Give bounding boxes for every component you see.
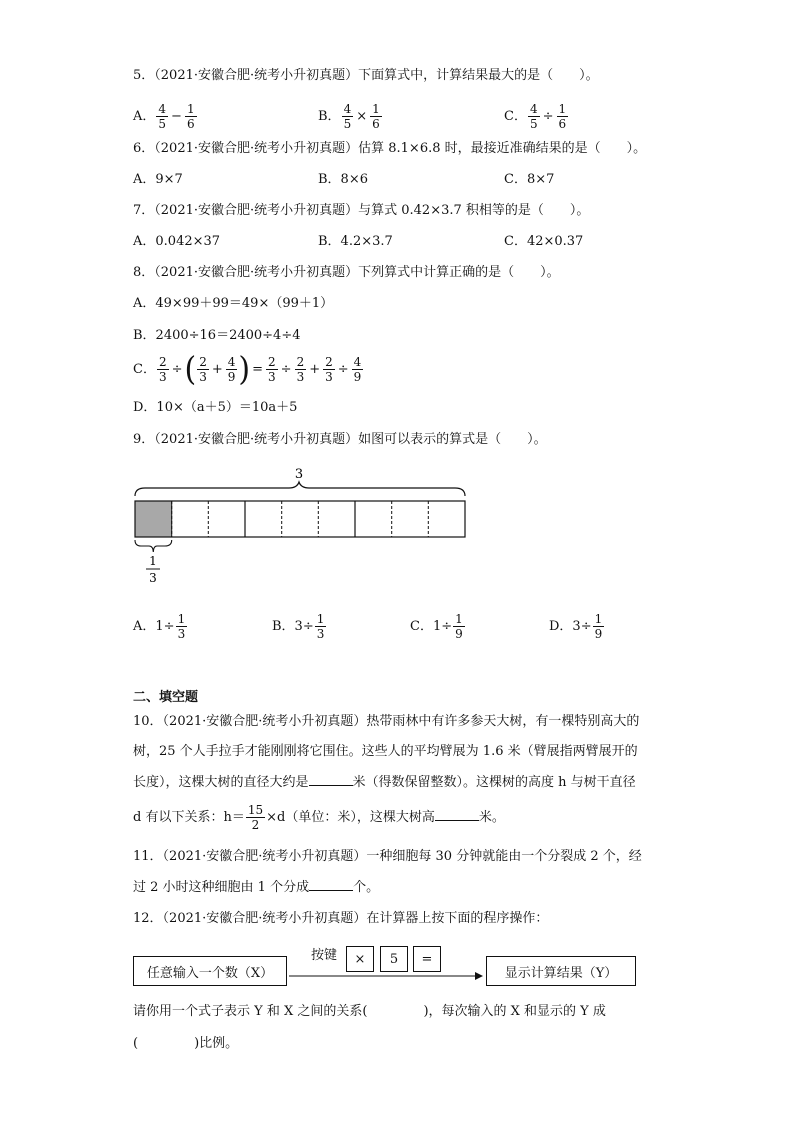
q12-key-five[interactable]: 5 — [380, 946, 408, 972]
q10-blank-height[interactable] — [435, 806, 479, 821]
q8-option-d[interactable]: D．10×（a＋5）＝10a＋5 — [133, 400, 298, 415]
q9-option-b[interactable]: B．3÷ $\frac{1}{3}$ — [272, 612, 325, 641]
q8-option-a[interactable]: A．49×99＋99＝49×（99＋1） — [133, 296, 334, 311]
q9-bottom-brace — [135, 540, 172, 552]
q6-stem: 6．（2021·安徽合肥·统考小升初真题）估算 8.1×6.8 时，最接近准确结果的是（ ）。 — [133, 141, 647, 156]
q12-stem: 12．（2021·安徽合肥·统考小升初真题）在计算器上按下面的程序操作： — [133, 911, 549, 926]
q12-output-box: 显示计算结果（Y） — [486, 956, 636, 986]
q12-key-multiply[interactable]: × — [346, 946, 374, 972]
q7-option-b[interactable]: B．4.2×3.7 — [318, 234, 393, 249]
q10-blank-diameter[interactable] — [309, 771, 353, 786]
q9-option-d[interactable]: D．3÷ $\frac{1}{9}$ — [549, 612, 603, 641]
q9-bar — [135, 501, 465, 537]
q8-option-b[interactable]: B．2400÷16＝2400÷4÷4 — [133, 328, 301, 343]
q9-figure-total-label: 3 — [294, 467, 304, 482]
q9-stem: 9．（2021·安徽合肥·统考小升初真题）如图可以表示的算式是（ ）。 — [133, 432, 547, 447]
q12-arrow — [289, 970, 485, 982]
q12-line-2: ( )比例。 — [133, 1036, 239, 1051]
q9-top-brace — [135, 482, 465, 496]
q5-option-a[interactable]: A． $\frac{4}{5}$ − $\frac{1}{6}$ — [133, 102, 195, 131]
q7-option-a[interactable]: A．0.042×37 — [133, 234, 221, 249]
q9-figure — [125, 462, 475, 590]
q5-stem: 5．（2021·安徽合肥·统考小升初真题）下面算式中，计算结果最大的是（ ）。 — [133, 68, 599, 83]
q10-line-4: d 有以下关系：h＝ $\frac{15}{2}$ ×d（单位：米），这棵大树高 米。 — [133, 803, 505, 832]
q9-option-a[interactable]: A．1÷ $\frac{1}{3}$ — [133, 612, 186, 641]
q5-option-c[interactable]: C． $\frac{4}{5}$ ÷ $\frac{1}{6}$ — [504, 102, 567, 131]
q8-stem: 8．（2021·安徽合肥·统考小升初真题）下列算式中计算正确的是（ ）。 — [133, 265, 560, 280]
q7-stem: 7．（2021·安徽合肥·统考小升初真题）与算式 0.42×3.7 积相等的是（ ）。 — [133, 203, 590, 218]
q10-line-3: 长度），这棵大树的直径大约是 米（得数保留整数）。这棵树的高度 h 与树干直径 — [133, 771, 636, 794]
q5-option-b[interactable]: B． $\frac{4}{5}$ × $\frac{1}{6}$ — [318, 102, 380, 131]
q8-option-c[interactable]: C． $\frac{2}{3}$ ÷( $\frac{2}{3}$ + $\frac{4}{9}$ ) = $\frac{2}{3}$ ÷ $\frac{2}{3}$ + $\frac{2}{3}$ ÷ $\frac{4}{9}$ — [133, 349, 362, 389]
q10-line-1: 10．（2021·安徽合肥·统考小升初真题）热带雨林中有许多参天大树，有一棵特别高大的 — [133, 714, 640, 729]
q10-line-2: 树，25 个人手拉手才能刚刚将它围住。这些人的平均臂展为 1.6 米（臂展指两臂展开的 — [133, 744, 638, 759]
q9-figure-denominator: 3 — [149, 571, 157, 585]
q12-line-1: 请你用一个式子表示 Y 和 X 之间的关系( )，每次输入的 X 和显示的 Y 成 — [133, 1004, 606, 1019]
section-title-fill-in: 二、填空题 — [133, 690, 199, 705]
q12-key-label: 按键 — [311, 948, 338, 963]
q9-figure-numerator: 1 — [149, 554, 157, 568]
q11-line-2: 过 2 小时这种细胞由 1 个分成 个。 — [133, 876, 379, 899]
q11-line-1: 11．（2021·安徽合肥·统考小升初真题）一种细胞每 30 分钟就能由一个分裂成 2 个，经 — [133, 849, 642, 864]
q6-option-c[interactable]: C．8×7 — [504, 172, 555, 187]
q7-option-c[interactable]: C．42×0.37 — [504, 234, 584, 249]
q12-input-box: 任意输入一个数（X） — [133, 956, 287, 986]
q11-blank[interactable] — [309, 876, 353, 891]
q6-option-b[interactable]: B．8×6 — [318, 172, 368, 187]
q9-option-c[interactable]: C．1÷ $\frac{1}{9}$ — [410, 612, 463, 641]
q12-key-equals[interactable]: = — [413, 946, 441, 972]
q6-option-a[interactable]: A．9×7 — [133, 172, 183, 187]
q9-shaded-cell — [135, 501, 172, 537]
